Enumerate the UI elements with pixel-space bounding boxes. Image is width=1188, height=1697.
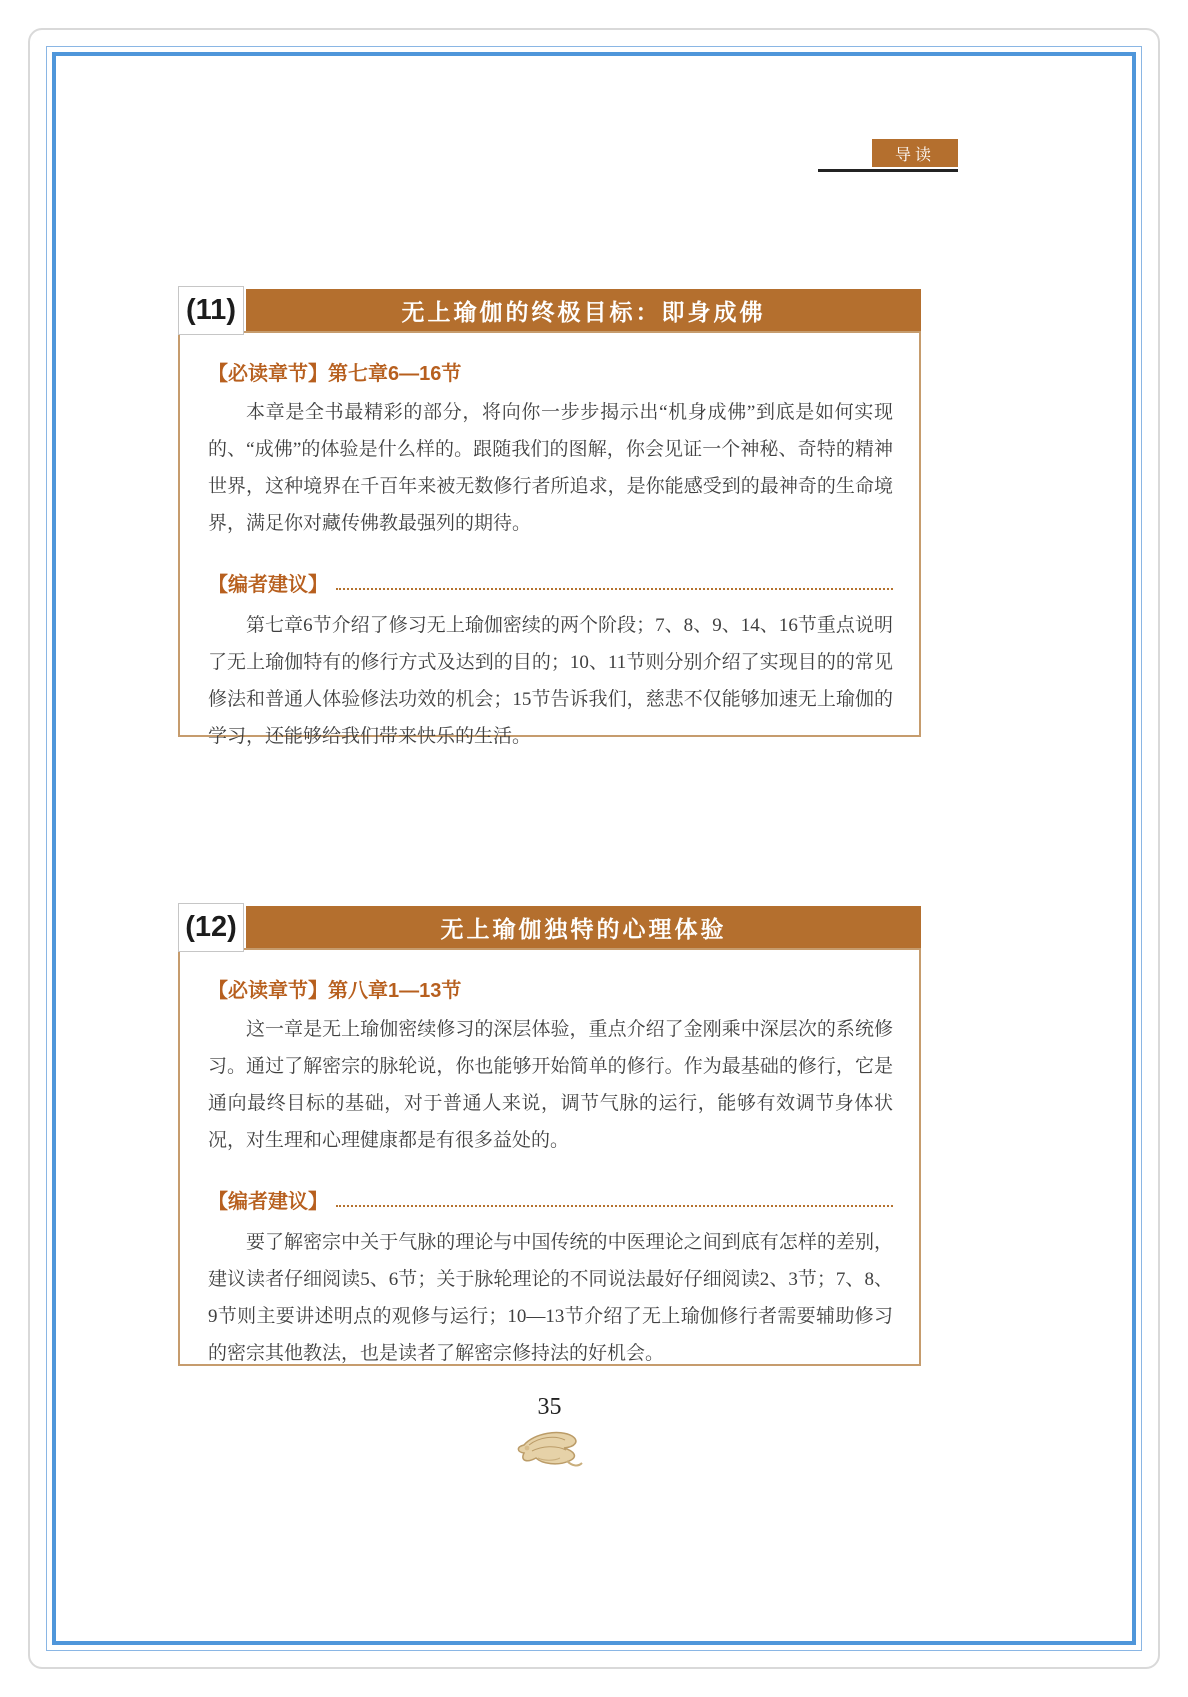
section-11-title: 无上瑜伽的终极目标：即身成佛 (401, 298, 766, 325)
required-chapters-value: 第七章6—16节 (328, 363, 462, 385)
section-11-intro-paragraph: 本章是全书最精彩的部分，将向你一步步揭示出“机身成佛”到底是如何实现的、“成佛”的体验是什么样的。跟随我们的图解，你会见证一个神秘、奇特的精神世界，这种境界在千百年来被无数修行者所追求，是你能感受到的最神奇的生命境界，满足你对藏传佛教最强列的期待。 (208, 402, 893, 534)
page-footer (178, 1394, 921, 1476)
editor-advice-heading (208, 568, 893, 597)
section-12-header (178, 906, 921, 948)
section-12-number: (12) (185, 911, 237, 943)
required-chapters-line (208, 974, 893, 1003)
section-11-advice-paragraph: 第七章6节介绍了修习无上瑜伽密续的两个阶段；7、8、9、14、16节重点说明了无上瑜伽特有的修行方式及达到的目的；10、11节则分别介绍了实现目的的常见修法和普通人体验修法功效的机会；15节告诉我们，慈悲不仅能够加速无上瑜伽的学习，还能够给我们带来快乐的生活。 (208, 615, 893, 747)
editor-advice-label: 【编者建议】 (208, 574, 328, 596)
section-11-number: (11) (186, 294, 236, 326)
running-head (818, 139, 958, 172)
dotted-rule (336, 1193, 893, 1207)
section-12-advice-paragraph: 要了解密宗中关于气脉的理论与中国传统的中医理论之间到底有怎样的差别，建议读者仔细阅读5、6节；关于脉轮理论的不同说法最好仔细阅读2、3节；7、8、9节则主要讲述明点的观修与运行；10—13节介绍了无上瑜伽修行者需要辅助修习的密宗其他教法，也是读者了解密宗修持法的好机会。 (208, 1232, 893, 1364)
dotted-rule (336, 576, 893, 590)
section-11-number-badge (178, 286, 244, 335)
required-chapters-line (208, 357, 893, 386)
section-12-content-box (178, 948, 921, 1366)
section-11 (178, 289, 921, 747)
section-12 (178, 906, 921, 1366)
guide-tab-label: 导读 (894, 146, 935, 164)
section-12-title: 无上瑜伽独特的心理体验 (440, 915, 727, 942)
section-11-title-bar (246, 289, 921, 331)
required-chapters-value: 第八章1—13节 (328, 980, 462, 1002)
editor-advice-heading (208, 1185, 893, 1214)
required-chapters-label: 【必读章节】 (208, 980, 328, 1002)
section-12-title-bar (246, 906, 921, 948)
section-12-intro-paragraph: 这一章是无上瑜伽密续修习的深层体验，重点介绍了金刚乘中深层次的系统修习。通过了解密宗的脉轮说，你也能够开始简单的修行。作为最基础的修行，它是通向最终目标的基础，对于普通人来说，调节气脉的运行，能够有效调节身体状况，对生理和心理健康都是有很多益处的。 (208, 1019, 893, 1151)
section-11-content-box (178, 331, 921, 747)
section-12-number-badge (178, 903, 244, 952)
section-11-header (178, 289, 921, 331)
editor-advice-label: 【编者建议】 (208, 1191, 328, 1213)
conch-flourish-icon (178, 1423, 921, 1476)
guide-tab (872, 139, 958, 167)
page-number: 35 (537, 1394, 562, 1420)
required-chapters-label: 【必读章节】 (208, 363, 328, 385)
